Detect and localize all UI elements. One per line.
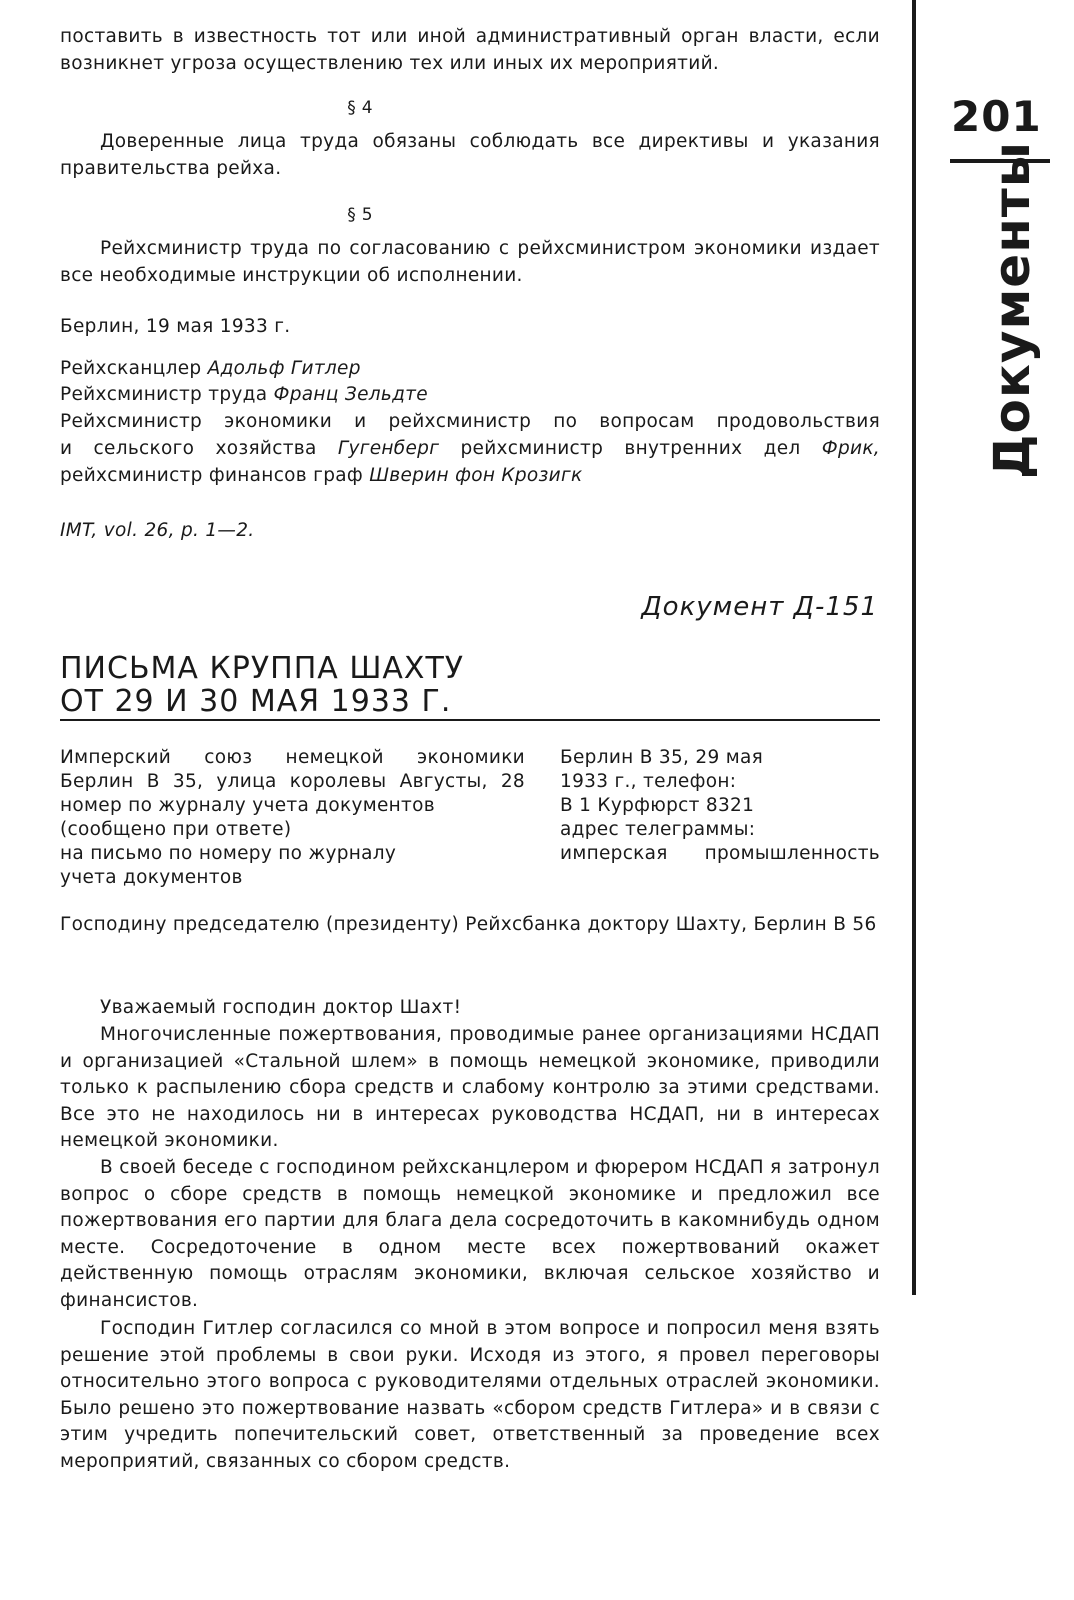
section-4-label: § 4 <box>347 98 373 118</box>
letterhead-line: В 1 Курфюрст 8321 <box>560 795 755 816</box>
letterhead-line: (сообщено при ответе) <box>60 819 292 840</box>
title-underline <box>60 719 880 721</box>
signature-line-4 <box>60 436 880 463</box>
document-title <box>60 652 464 718</box>
intro-paragraph: поставить в известность тот или иной административный орган власти, если возникнет угроза осуществлению тех или иных их мероприятий. <box>60 26 880 74</box>
role: и сельского хозяйства <box>60 438 338 459</box>
signature-line-5 <box>60 463 880 490</box>
role: Рейхсканцлер <box>60 358 208 379</box>
signatory-name: Фрик, <box>821 438 880 459</box>
signature-line-3: Рейхсминистр экономики и рейхсминистр по вопросам продовольствия <box>60 411 880 432</box>
body-paragraph-2: В своей беседе с господином рейхсканцлером и фюрером НСДАП я затронул вопрос о сборе средств в помощь немецкой экономике и предложил все пожертвования его партии для блага дела сосредоточить в какомнибудь одном месте. Сосредоточение в одном месте всех пожертвований окажет действенную помощь отраслям экономики, включая сельское хозяйство и финансистов. <box>60 1157 880 1311</box>
letterhead-line: номер по журналу учета документов <box>60 795 435 816</box>
signatory-name: Гугенберг <box>337 438 440 459</box>
signature-line-2 <box>60 382 880 409</box>
letterhead-line: 1933 г., телефон: <box>560 771 737 792</box>
role: рейхсминистр внутренних дел <box>439 438 822 459</box>
signature-line-1 <box>60 356 880 383</box>
signatory-name: Франц Зельдте <box>273 384 428 405</box>
title-line-1: ПИСЬМА КРУППА ШАХТУ <box>60 651 465 686</box>
letterhead-right <box>560 746 880 866</box>
role: рейхсминистр финансов граф <box>60 465 370 486</box>
place-date: Берлин, 19 мая 1933 г. <box>60 316 291 337</box>
section-4-text: Доверенные лица труда обязаны соблюдать все директивы и указания правительства рейха. <box>60 131 880 179</box>
letterhead-line: Берлин В 35, 29 мая <box>560 747 764 768</box>
body-paragraph-1: Многочисленные пожертвования, проводимые ранее организациями НСДАП и организацией «Стальной шлем» в помощь немецкой экономике, приводили только к распылению сбора средств и слабому контролю за этими средствами. Все это не находилось ни в интересах руководства НСДАП, ни в интересах немецкой экономики. <box>60 1024 880 1151</box>
section-5-text: Рейхсминистр труда по согласованию с рейхсминистром экономики издает все необходимые инструкции об исполнении. <box>60 238 880 286</box>
signatory-name: Адольф Гитлер <box>207 358 361 379</box>
addressee: Господину председателю (президенту) Рейхсбанка доктору Шахту, Берлин В 56 <box>60 914 877 935</box>
body-paragraph-3: Господин Гитлер согласился со мной в этом вопросе и попросил меня взять решение этой проблемы в свои руки. Исходя из этого, я провел переговоры относительно этого вопроса с руководителями отдельных отраслей экономики. Было решено это пожертвование назвать «сбором средств Гитлера» и в связи с этим учредить попечительский совет, ответственный за проведение всех мероприятий, связанных со сбором средств. <box>60 1318 880 1472</box>
source-citation: IMT, vol. 26, p. 1—2. <box>60 520 255 541</box>
letterhead-line: имперская промышленность <box>560 843 880 864</box>
letterhead-left <box>60 746 525 890</box>
role: Рейхсминистр труда <box>60 384 274 405</box>
letterhead-line: учета документов <box>60 867 243 888</box>
document-number: Документ Д-151 <box>641 592 878 622</box>
page-number: 201 <box>951 92 1042 141</box>
letterhead-line: адрес телеграммы: <box>560 819 756 840</box>
letterhead-line: Берлин В 35, улица королевы Августы, 28 <box>60 771 525 792</box>
title-line-2: ОТ 29 И 30 МАЯ 1933 Г. <box>60 684 452 719</box>
salutation: Уважаемый господин доктор Шахт! <box>100 997 462 1018</box>
signatory-name: Шверин фон Крозигк <box>369 465 583 486</box>
letterhead-line: на письмо по номеру по журналу <box>60 843 397 864</box>
section-side-title: Документы <box>983 141 1041 479</box>
section-5-label: § 5 <box>347 205 373 225</box>
letterhead-line: Имперский союз немецкой экономики <box>60 747 525 768</box>
vertical-rule <box>912 0 916 1295</box>
